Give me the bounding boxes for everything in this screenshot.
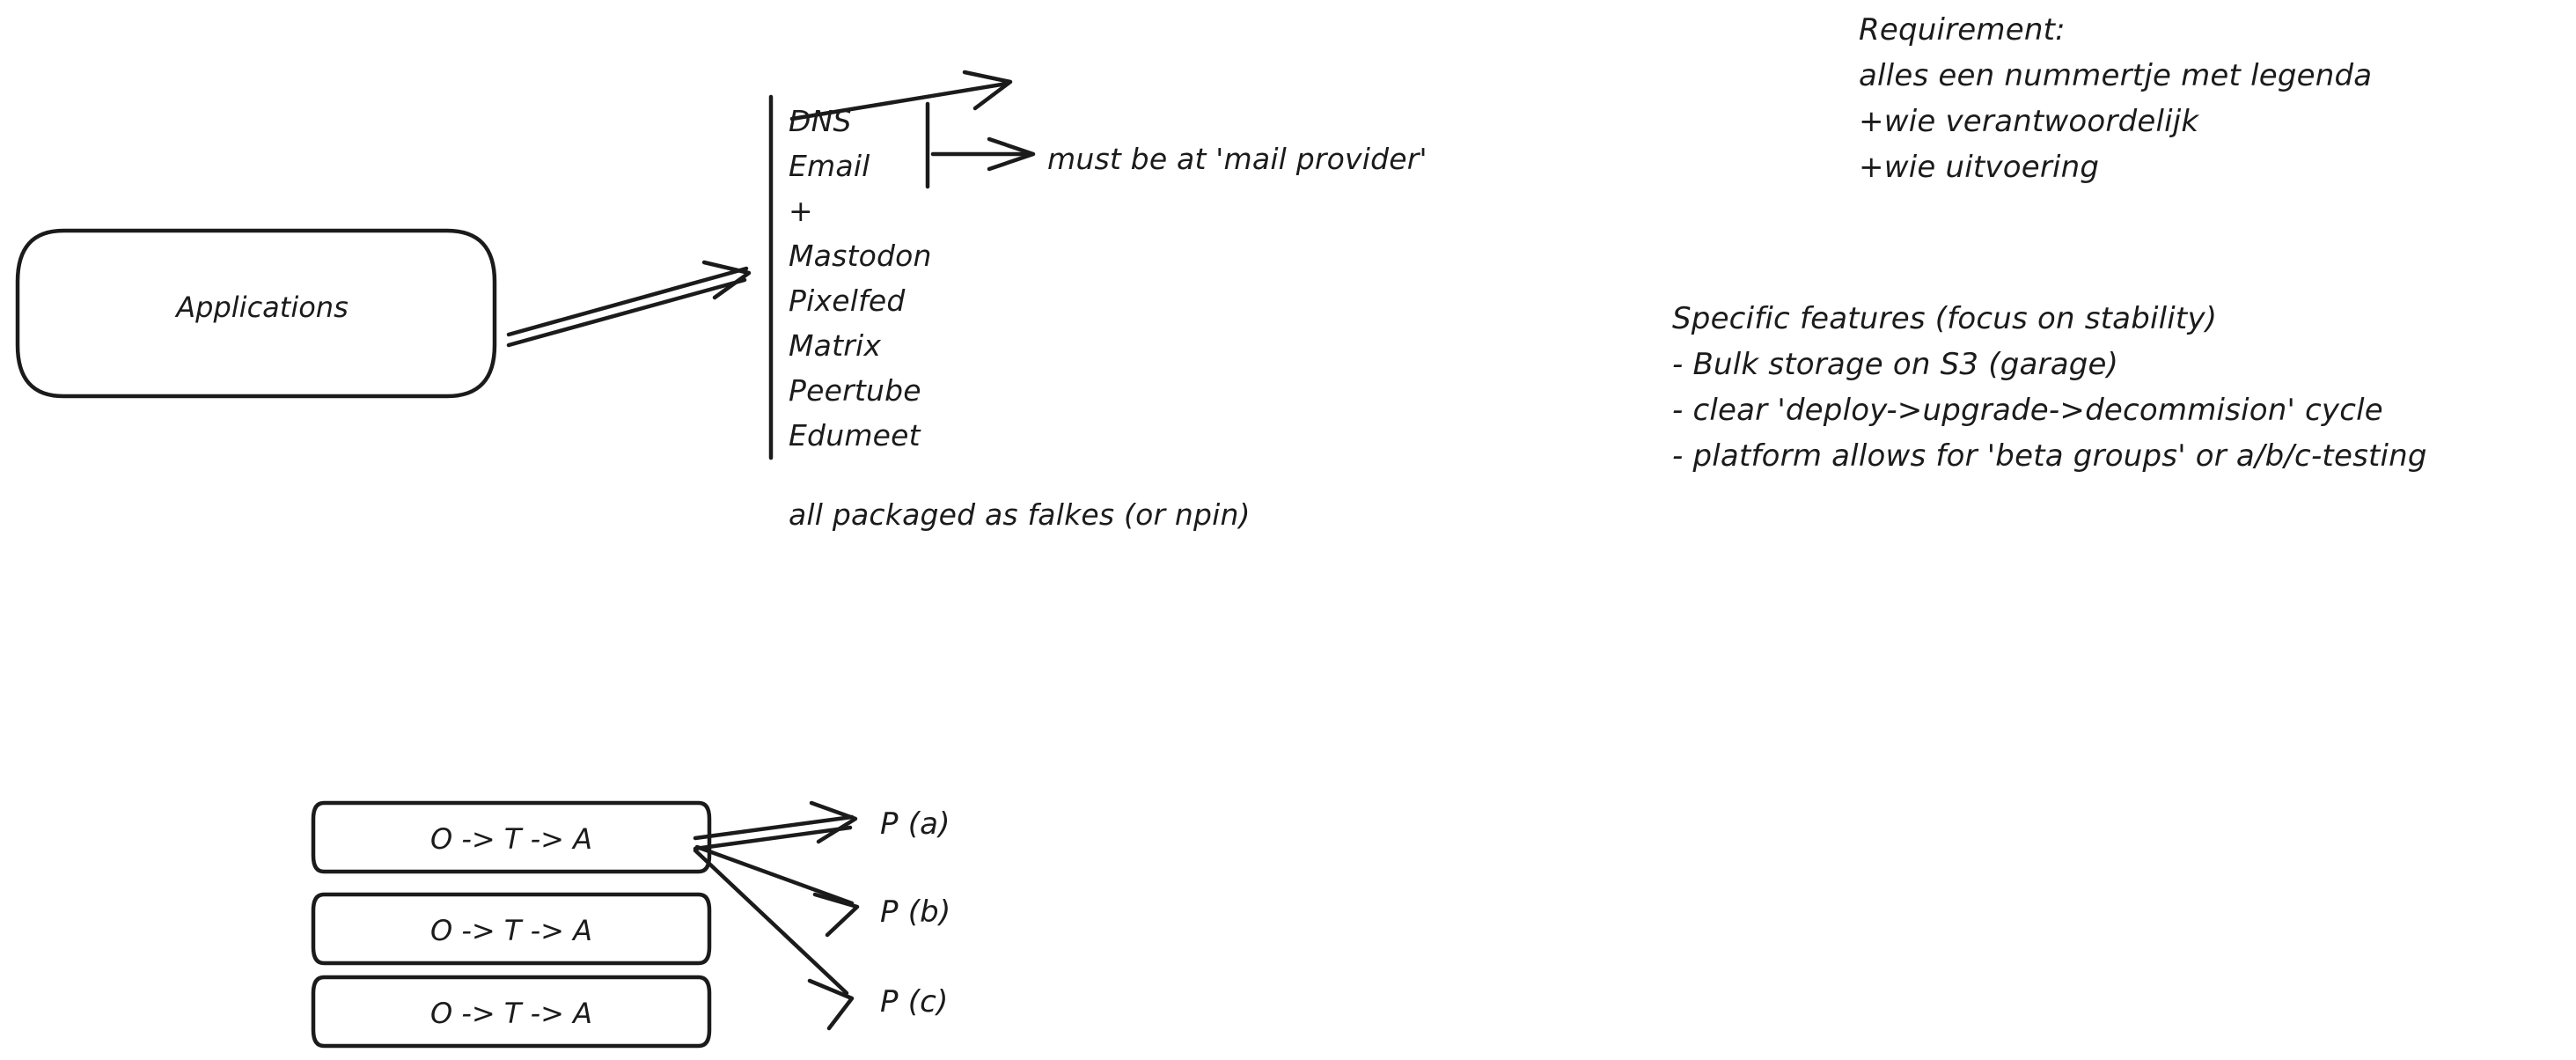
service-item-matrix: Matrix	[789, 328, 882, 363]
requirement-line-2: alles een nummertje met legenda	[1859, 58, 2373, 93]
service-item-pixelfed: Pixelfed	[789, 283, 906, 318]
service-item-dns: DNS	[789, 104, 852, 138]
applications-to-services-arrow-line1	[509, 269, 746, 335]
requirement-line-4: +wie uitvoering	[1859, 150, 2100, 185]
service-item-peertube: Peertube	[789, 373, 921, 408]
service-item-edumeet: Edumeet	[789, 418, 921, 453]
service-item-mastodon: Mastodon	[789, 239, 932, 273]
requirement-line-3: +wie verantwoordelijk	[1859, 104, 2199, 139]
applications-to-services-arrow-line2	[509, 280, 745, 345]
packaging-caption: all packaged as falkes (or npin)	[789, 497, 1251, 532]
features-line-3: - clear 'deploy->upgrade->decommision' cycle	[1672, 393, 2383, 428]
features-line-2: - Bulk storage on S3 (garage)	[1672, 347, 2119, 382]
applications-box-label: Applications	[176, 291, 349, 324]
requirement-line-1: Requirement:	[1859, 12, 2066, 48]
output-label-pb: P (b)	[880, 894, 951, 930]
pipeline-box-2-label: O -> T -> A	[429, 914, 593, 947]
pipeline-to-pc-head	[810, 981, 852, 1028]
features-line-4: - platform allows for 'beta groups' or a/b/c-testing	[1672, 438, 2427, 474]
output-label-pc: P (c)	[880, 984, 949, 1020]
mail-provider-note: must be at 'mail provider'	[1047, 142, 1427, 176]
features-line-1: Specific features (focus on stability)	[1672, 301, 2218, 336]
pipeline-box-1-label: O -> T -> A	[429, 822, 593, 856]
pipeline-to-pb-head	[815, 894, 857, 935]
pipeline-box-3-label: O -> T -> A	[429, 997, 593, 1030]
service-item-plus: +	[789, 194, 813, 228]
output-label-pa: P (a)	[880, 806, 950, 842]
service-item-email: Email	[789, 149, 870, 183]
